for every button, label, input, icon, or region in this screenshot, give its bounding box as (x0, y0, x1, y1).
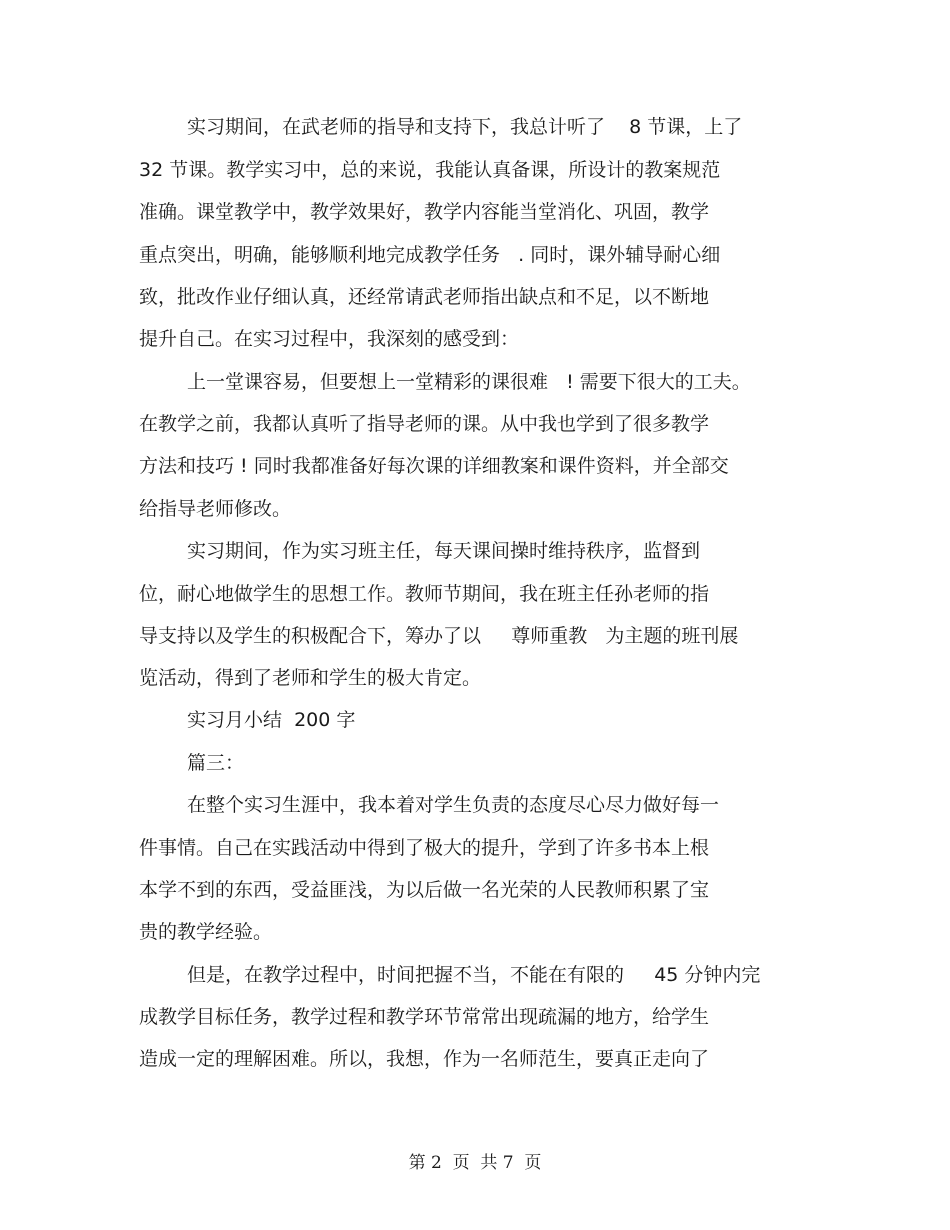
paragraph-line: 在整个实习生涯中，我本着对学生负责的态度尽心尽力做好每一 (187, 794, 720, 816)
paragraph-line: 实习期间，在武老师的指导和支持下，我总计听了 8 节课，上了 (187, 116, 743, 138)
section-heading: 篇三： (187, 752, 245, 774)
paragraph-line: 览活动，得到了老师和学生的极大肯定。 (139, 667, 482, 689)
paragraph-line: 本学不到的东西，受益匪浅，为以后做一名光荣的人民教师积累了宝 (139, 879, 710, 901)
section-heading: 实习月小结 200 字 (187, 709, 356, 731)
paragraph-line: 造成一定的理解困难。所以，我想，作为一名师范生，要真正走向了 (139, 1048, 710, 1070)
page-number-footer: 第 2 页 共 7 页 (408, 1153, 542, 1173)
paragraph-line: 成教学目标任务，教学过程和教学环节常常出现疏漏的地方，给学生 (139, 1006, 710, 1028)
paragraph-line: 上一堂课容易，但要想上一堂精彩的课很难 ! 需要下很大的工夫。 (187, 371, 751, 393)
paragraph-line: 准确。课堂教学中，教学效果好，教学内容能当堂消化、巩固，教学 (139, 201, 710, 223)
paragraph-line: 贵的教学经验。 (139, 921, 273, 943)
paragraph-line: 但是，在教学过程中，时间把握不当，不能在有限的 45 分钟内完 (187, 964, 761, 986)
paragraph-line: 方法和技巧 ! 同时我都准备好每次课的详细教案和课件资料，并全部交 (139, 455, 729, 477)
paragraph-line: 提升自己。在实习过程中，我深刻的感受到： (139, 328, 520, 350)
paragraph-line: 在教学之前，我都认真听了指导老师的课。从中我也学到了很多教学 (139, 413, 710, 435)
paragraph-line: 位，耐心地做学生的思想工作。教师节期间，我在班主任孙老师的指 (139, 583, 710, 605)
paragraph-line: 32 节课。教学实习中，总的来说，我能认真备课，所设计的教案规范 (139, 159, 721, 181)
paragraph-line: 重点突出，明确，能够顺利地完成教学任务 . 同时，课外辅导耐心细 (139, 244, 721, 266)
paragraph-line: 导支持以及学生的积极配合下，筹办了以 尊师重教 为主题的班刊展 (139, 625, 739, 647)
paragraph-line: 给指导老师修改。 (139, 498, 292, 520)
paragraph-line: 致，批改作业仔细认真，还经常请武老师指出缺点和不足，以不断地 (139, 286, 710, 308)
paragraph-line: 件事情。自己在实践活动中得到了极大的提升，学到了许多书本上根 (139, 837, 710, 859)
paragraph-line: 实习期间，作为实习班主任，每天课间操时维持秩序，监督到 (187, 540, 701, 562)
